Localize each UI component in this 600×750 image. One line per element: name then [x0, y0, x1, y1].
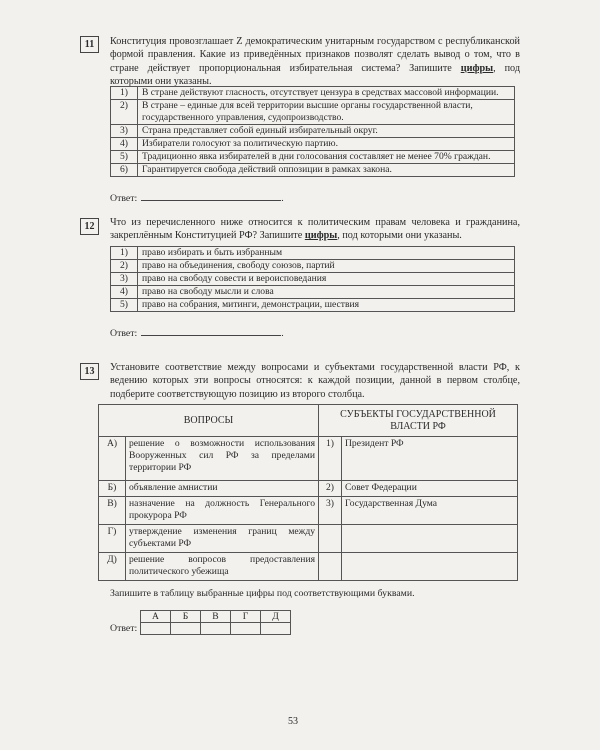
matching-row	[99, 553, 518, 581]
subject-number: 3)	[319, 497, 342, 525]
option-text: Страна представляет собой единый избирательный округ.	[138, 125, 515, 138]
option-number: 2)	[111, 100, 138, 125]
option-row	[111, 138, 515, 151]
subject-number: 2)	[319, 481, 342, 497]
question-text: решение о возможности использования Вооруженных сил РФ за пределами территории РФ	[126, 437, 319, 481]
matching-row	[99, 497, 518, 525]
answer-cell[interactable]	[261, 623, 291, 635]
option-number: 1)	[111, 87, 138, 100]
question-11-text: Конституция провозглашает Z демократическим унитарным государством с республиканской формой правления. Какие из приведённых признаков позволят сделать вывод о том, что в стране действует пропорциональная избирательная система? Запишите цифры, под которыми они указаны.	[110, 36, 521, 87]
question-11-number: 11	[80, 36, 99, 53]
question-text: назначение на должность Генерального прокурора РФ	[126, 497, 319, 525]
matching-row	[99, 481, 518, 497]
subject-number: 1)	[319, 437, 342, 481]
option-row	[111, 164, 515, 177]
page-number: 53	[288, 716, 298, 727]
question-letter: В)	[99, 497, 126, 525]
answer-letter: В	[201, 611, 231, 623]
matching-table	[98, 404, 518, 581]
subject-text: Совет Федерации	[342, 481, 518, 497]
matching-row	[99, 525, 518, 553]
question-letter: Б)	[99, 481, 126, 497]
option-text: Гарантируется свобода действий оппозиции в рамках закона.	[138, 164, 515, 177]
option-text: право на объединения, свободу союзов, партий	[138, 260, 515, 273]
option-text: право на собрания, митинги, демонстрации, шествия	[138, 299, 515, 312]
answer-cell[interactable]	[231, 623, 261, 635]
option-text: право на свободу совести и вероисповедания	[138, 273, 515, 286]
subject-text	[342, 553, 518, 581]
answer-line[interactable]	[141, 191, 281, 201]
option-row	[111, 87, 515, 100]
option-number: 4)	[111, 138, 138, 151]
subject-text: Государственная Дума	[342, 497, 518, 525]
subject-text: Президент РФ	[342, 437, 518, 481]
answer-line[interactable]	[141, 326, 281, 336]
answer-cell[interactable]	[141, 623, 171, 635]
answer-letter: Б	[171, 611, 201, 623]
instruction-text: Запишите в таблицу выбранные цифры под соответствующими буквами.	[110, 588, 415, 599]
option-number: 3)	[111, 273, 138, 286]
answer-letter: Г	[231, 611, 261, 623]
question-12-text: Что из перечисленного ниже относится к политическим правам человека и гражданина, закреплённым Конституцией РФ? Запишите цифры, под которыми они указаны.	[110, 217, 520, 242]
option-text: Традиционно явка избирателей в дни голосования составляет не менее 70% граждан.	[138, 151, 515, 164]
option-number: 5)	[111, 151, 138, 164]
question-text: объявление амнистии	[126, 481, 319, 497]
answer-cell[interactable]	[201, 623, 231, 635]
question-text: решение вопросов предоставления политического убежища	[126, 553, 319, 581]
option-row	[111, 299, 515, 312]
matching-row	[99, 437, 518, 481]
option-row	[111, 286, 515, 299]
option-row	[111, 125, 515, 138]
subject-number	[319, 525, 342, 553]
question-13-text: Установите соответствие между вопросами и субъектами государственной власти РФ, к ведению которых эти вопросы относятся: к каждой позиции, данной в первом столбце, подберите соответствующую позицию из второго столбца.	[110, 362, 520, 400]
option-number: 2)	[111, 260, 138, 273]
questions-header: ВОПРОСЫ	[99, 405, 319, 437]
question-11-options	[110, 86, 515, 177]
option-number: 5)	[111, 299, 138, 312]
answer-letter: А	[141, 611, 171, 623]
option-row	[111, 100, 515, 125]
answer-cell[interactable]	[171, 623, 201, 635]
option-row	[111, 247, 515, 260]
option-number: 4)	[111, 286, 138, 299]
option-number: 1)	[111, 247, 138, 260]
answer-table	[140, 610, 291, 635]
answer-letter: Д	[261, 611, 291, 623]
question-text: утверждение изменения границ между субъектами РФ	[126, 525, 319, 553]
option-text: право на свободу мысли и слова	[138, 286, 515, 299]
subject-number	[319, 553, 342, 581]
question-12-options	[110, 246, 515, 312]
option-text: Избиратели голосуют за политическую партию.	[138, 138, 515, 151]
question-letter: Г)	[99, 525, 126, 553]
option-row	[111, 273, 515, 286]
question-12-number: 12	[80, 218, 99, 235]
subjects-header: СУБЪЕКТЫ ГОСУДАРСТВЕННОЙ ВЛАСТИ РФ	[319, 405, 518, 437]
question-letter: А)	[99, 437, 126, 481]
question-letter: Д)	[99, 553, 126, 581]
option-row	[111, 151, 515, 164]
option-row	[111, 260, 515, 273]
question-11-answer: Ответ: .	[110, 193, 284, 204]
option-number: 6)	[111, 164, 138, 177]
question-12-answer: Ответ: .	[110, 328, 284, 339]
option-text: право избирать и быть избранным	[138, 247, 515, 260]
option-text: В стране действуют гласность, отсутствует цензура в средствах массовой информации.	[138, 87, 515, 100]
subject-text	[342, 525, 518, 553]
question-13-number: 13	[80, 363, 99, 380]
option-number: 3)	[111, 125, 138, 138]
answer-label: Ответ:	[110, 623, 138, 634]
option-text: В стране – единые для всей территории высшие органы государственной власти, государственного управления, судопроизводство.	[138, 100, 515, 125]
